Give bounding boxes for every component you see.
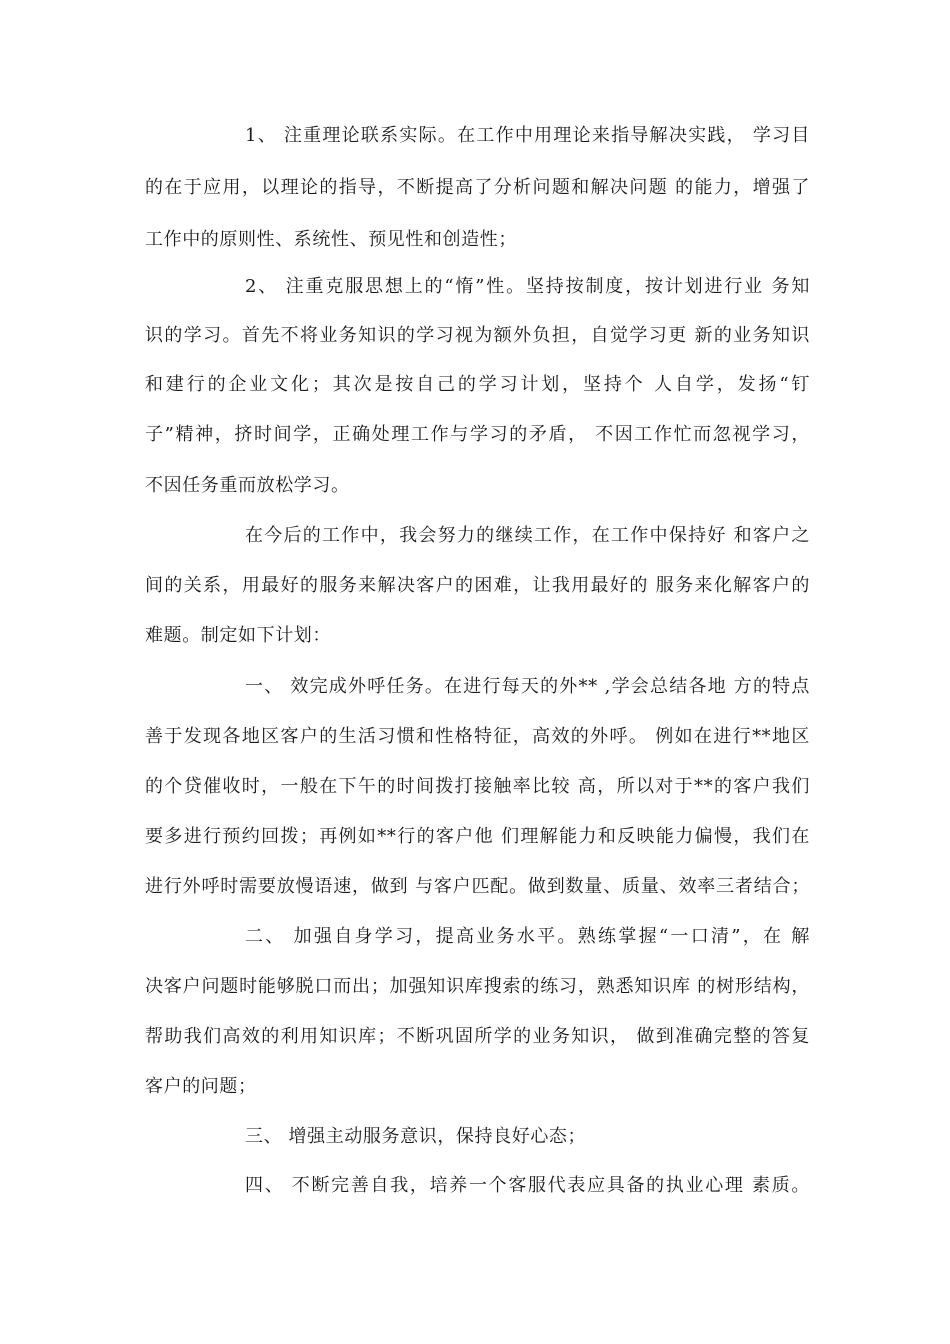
paragraph-5-line-3: 帮助我们高效的利用知识库；不断巩固所学的业务知识， 做到准确完整的答复 — [145, 1026, 810, 1047]
paragraph-6-line-1: 三、 增强主动服务意识，保持良好心态； — [245, 1126, 587, 1147]
paragraph-4-line-3: 的个贷催收时，一般在下午的时间拨打接触率比较 高，所以对于**的客户我们 — [145, 776, 810, 797]
paragraph-2-line-2: 识的学习。首先不将业务知识的学习视为额外负担，自觉学习更 新的业务知识 — [145, 325, 810, 346]
paragraph-5-line-2: 决客户问题时能够脱口而出；加强知识库搜索的练习，熟悉知识库 的树形结构， — [145, 976, 810, 997]
paragraph-2-line-1: 2、 注重克服思想上的“惰”性。坚持按制度，按计划进行业 务知 — [245, 276, 810, 297]
paragraph-3-line-2: 间的关系，用最好的服务来解决客户的困难，让我用最好的 服务来化解客户的 — [145, 575, 810, 596]
paragraph-4-line-1: 一、 效完成外呼任务。在进行每天的外** ,学会总结各地 方的特点 — [245, 676, 810, 697]
paragraph-5-line-1: 二、 加强自身学习，提高业务水平。熟练掌握“一口清”，在 解 — [245, 926, 810, 947]
paragraph-7-line-1: 四、 不断完善自我，培养一个客服代表应具备的执业心理 素质。 — [245, 1175, 810, 1196]
paragraph-4-line-5: 进行外呼时需要放慢语速，做到 与客户匹配。做到数量、质量、效率三者结合； — [145, 876, 810, 897]
paragraph-1-line-1: 1、 注重理论联系实际。在工作中用理论来指导解决实践， 学习目 — [245, 125, 810, 146]
paragraph-1-line-3: 工作中的原则性、系统性、预见性和创造性； — [145, 229, 517, 250]
paragraph-4-line-2: 善于发现各地区客户的生活习惯和性格特征，高效的外呼。 例如在进行**地区 — [145, 726, 810, 747]
paragraph-3-line-3: 难题。制定如下计划： — [145, 625, 331, 646]
paragraph-1-line-2: 的在于应用，以理论的指导，不断提高了分析问题和解决问题 的能力，增强了 — [145, 177, 810, 198]
paragraph-5-line-4: 客户的问题； — [145, 1076, 257, 1097]
paragraph-3-line-1: 在今后的工作中，我会努力的继续工作，在工作中保持好 和客户之 — [245, 525, 810, 546]
paragraph-2-line-4: 子”精神，挤时间学，正确处理工作与学习的矛盾， 不因工作忙而忽视学习， — [145, 424, 810, 445]
paragraph-2-line-3: 和建行的企业文化；其次是按自己的学习计划，坚持个 人自学，发扬“钉 — [145, 374, 810, 395]
paragraph-4-line-4: 要多进行预约回拨；再例如**行的客户他 们理解能力和反映能力偏慢，我们在 — [145, 826, 810, 847]
paragraph-2-line-5: 不因任务重而放松学习。 — [145, 475, 350, 496]
